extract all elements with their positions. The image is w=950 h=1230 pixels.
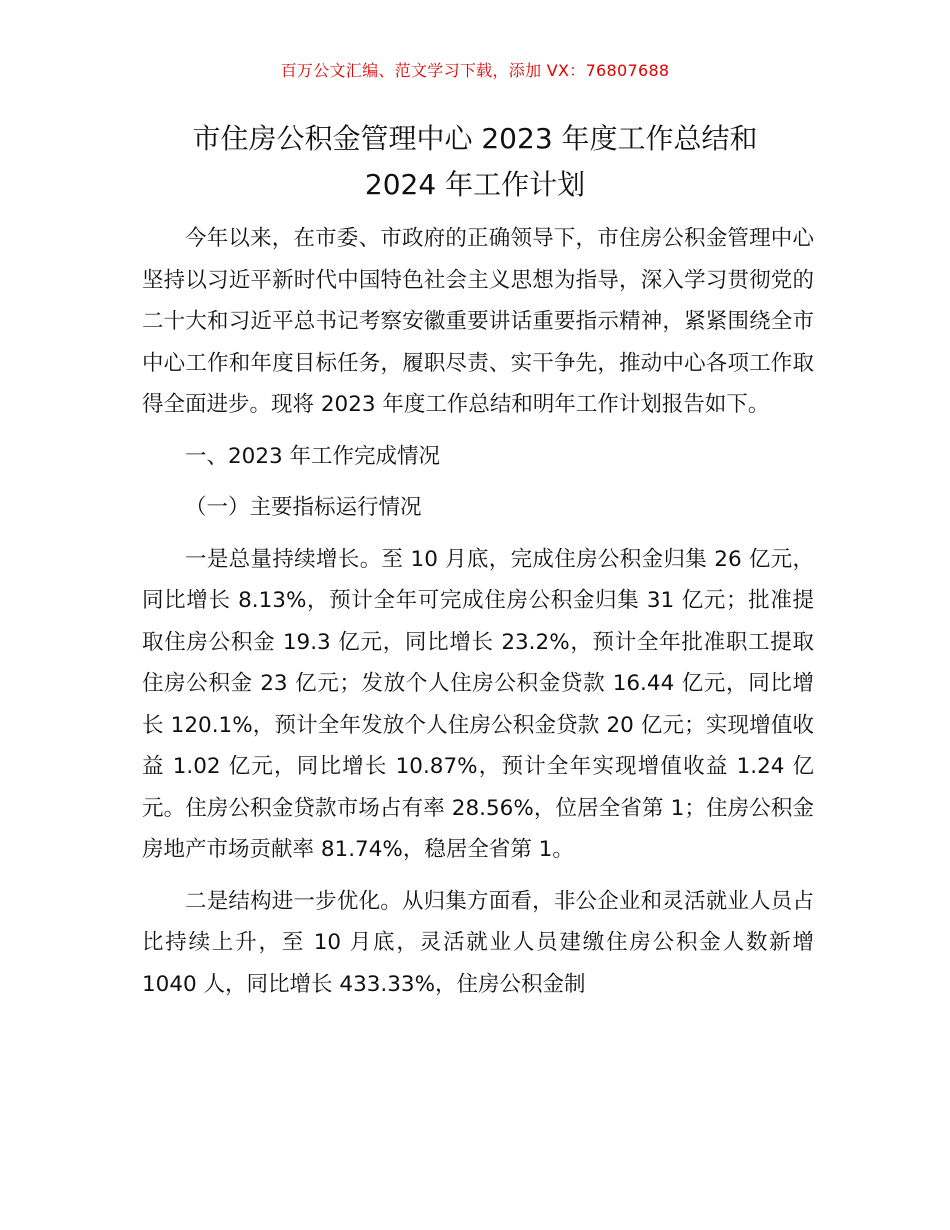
title-line-2: 2024 年工作计划 xyxy=(364,168,586,201)
document-body xyxy=(142,218,814,1005)
subsection-heading: （一）主要指标运行情况 xyxy=(185,495,422,520)
body-paragraph: 二是结构进一步优化。从归集方面看，非公企业和灵活就业人员占比持续上升，至 10 月底，灵活就业人员建缴住房公积金人数新增 1040 人，同比增长 433.33%，住房公积金制 xyxy=(142,888,814,997)
watermark-header: 百万公文汇编、范文学习下载，添加 VX：76807688 xyxy=(280,61,670,80)
body-paragraph: 一是总量持续增长。至 10 月底，完成住房公积金归集 26 亿元，同比增长 8.13%，预计全年可完成住房公积金归集 31 亿元；批准提取住房公积金 19.3 亿元，同比增长 23.2%，预计全年批准职工提取住房公积金 23 亿元；发放个人住房公积金贷款 16.44 亿元，同比增长 120.1%，预计全年发放个人住房公积金贷款 20 亿元；实现增值收益 1.02 亿元，同比增长 10.87%，预计全年实现增值收益 1.24 亿元。住房公积金贷款市场占有率 28.56%，位居全省第 1；住房公积金房地产市场贡献率 81.74%，稳居全省第 1。 xyxy=(142,546,814,862)
document-title xyxy=(120,116,830,208)
intro-paragraph: 今年以来，在市委、市政府的正确领导下，市住房公积金管理中心坚持以习近平新时代中国特色社会主义思想为指导，深入学习贯彻党的二十大和习近平总书记考察安徽重要讲话重要指示精神，紧紧围绕全市中心工作和年度目标任务，履职尽责、实干争先，推动中心各项工作取得全面进步。现将 2023 年度工作总结和明年工作计划报告如下。 xyxy=(142,226,814,417)
title-line-1: 市住房公积金管理中心 2023 年度工作总结和 xyxy=(192,122,758,155)
section-heading: 一、2023 年工作完成情况 xyxy=(185,443,441,469)
